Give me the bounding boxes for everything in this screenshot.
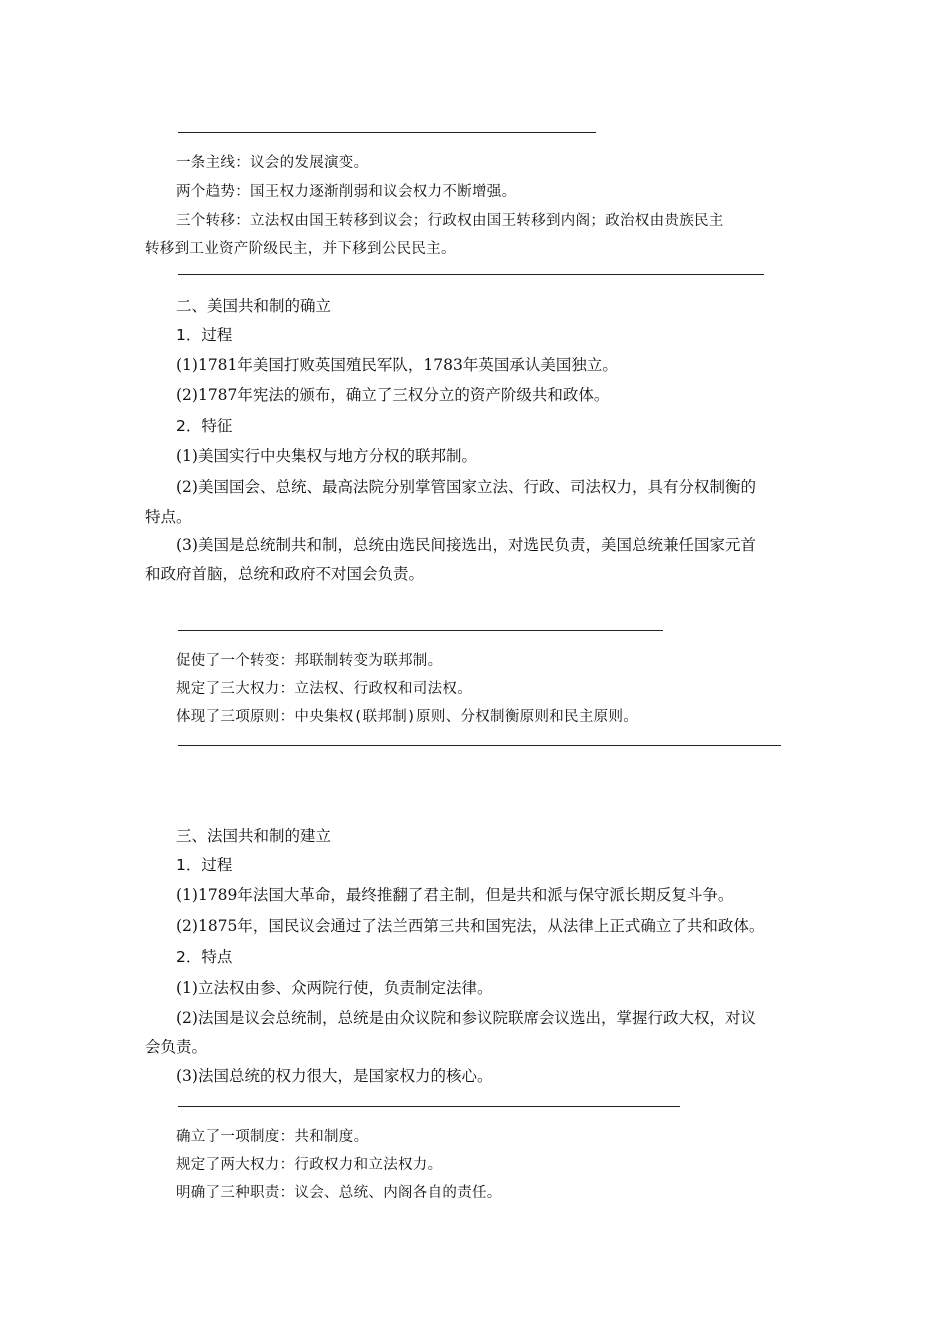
- paragraph: (1)1781年美国打败英国殖民军队，1783年英国承认美国独立。: [176, 356, 618, 374]
- paragraph: (2)1875年，国民议会通过了法兰西第三共和国宪法，从法律上正式确立了共和政体。: [176, 917, 765, 935]
- paragraph-continuation: 特点。: [145, 508, 192, 526]
- summary-line: 两个趋势：国王权力逐渐削弱和议会权力不断增强。: [176, 184, 517, 200]
- subheading: 2．特点: [176, 948, 233, 966]
- section-title: 二、美国共和制的确立: [176, 297, 332, 315]
- summary-line: 一条主线：议会的发展演变。: [176, 155, 369, 171]
- rule-bottom-1: [178, 274, 764, 275]
- summary-line: 三个转移：立法权由国王转移到议会；行政权由国王转移到内阁；政治权由贵族民主: [176, 213, 724, 229]
- rule-top-3: [178, 1106, 680, 1107]
- summary-line: 规定了两大权力：行政权力和立法权力。: [176, 1157, 443, 1173]
- rule-top-1: [178, 132, 596, 133]
- rule-bottom-2: [178, 745, 781, 746]
- paragraph: (1)立法权由参、众两院行使，负责制定法律。: [176, 979, 493, 997]
- summary-line: 规定了三大权力：立法权、行政权和司法权。: [176, 681, 472, 697]
- paragraph-continuation: 和政府首脑，总统和政府不对国会负责。: [145, 565, 425, 583]
- summary-line: 明确了三种职责：议会、总统、内阁各自的责任。: [176, 1185, 502, 1201]
- paragraph: (3)法国总统的权力很大，是国家权力的核心。: [176, 1067, 493, 1085]
- paragraph: (3)美国是总统制共和制，总统由选民间接选出，对选民负责，美国总统兼任国家元首: [176, 536, 756, 554]
- subheading: 1．过程: [176, 326, 233, 344]
- subheading: 1．过程: [176, 856, 233, 874]
- summary-line: 体现了三项原则：中央集权(联邦制)原则、分权制衡原则和民主原则。: [176, 709, 639, 725]
- summary-line: 转移到工业资产阶级民主，并下移到公民民主。: [145, 241, 456, 257]
- paragraph: (2)法国是议会总统制，总统是由众议院和参议院联席会议选出，掌握行政大权，对议: [176, 1009, 756, 1027]
- section-title: 三、法国共和制的建立: [176, 827, 332, 845]
- summary-line: 确立了一项制度：共和制度。: [176, 1129, 369, 1145]
- paragraph-continuation: 会负责。: [145, 1038, 208, 1056]
- paragraph: (1)美国实行中央集权与地方分权的联邦制。: [176, 447, 477, 465]
- summary-line: 促使了一个转变：邦联制转变为联邦制。: [176, 653, 443, 669]
- rule-top-2: [178, 630, 663, 631]
- subheading: 2．特征: [176, 417, 233, 435]
- paragraph: (2)美国国会、总统、最高法院分别掌管国家立法、行政、司法权力，具有分权制衡的: [176, 478, 756, 496]
- paragraph: (1)1789年法国大革命，最终推翻了君主制，但是共和派与保守派长期反复斗争。: [176, 886, 734, 904]
- paragraph: (2)1787年宪法的颁布，确立了三权分立的资产阶级共和政体。: [176, 386, 610, 404]
